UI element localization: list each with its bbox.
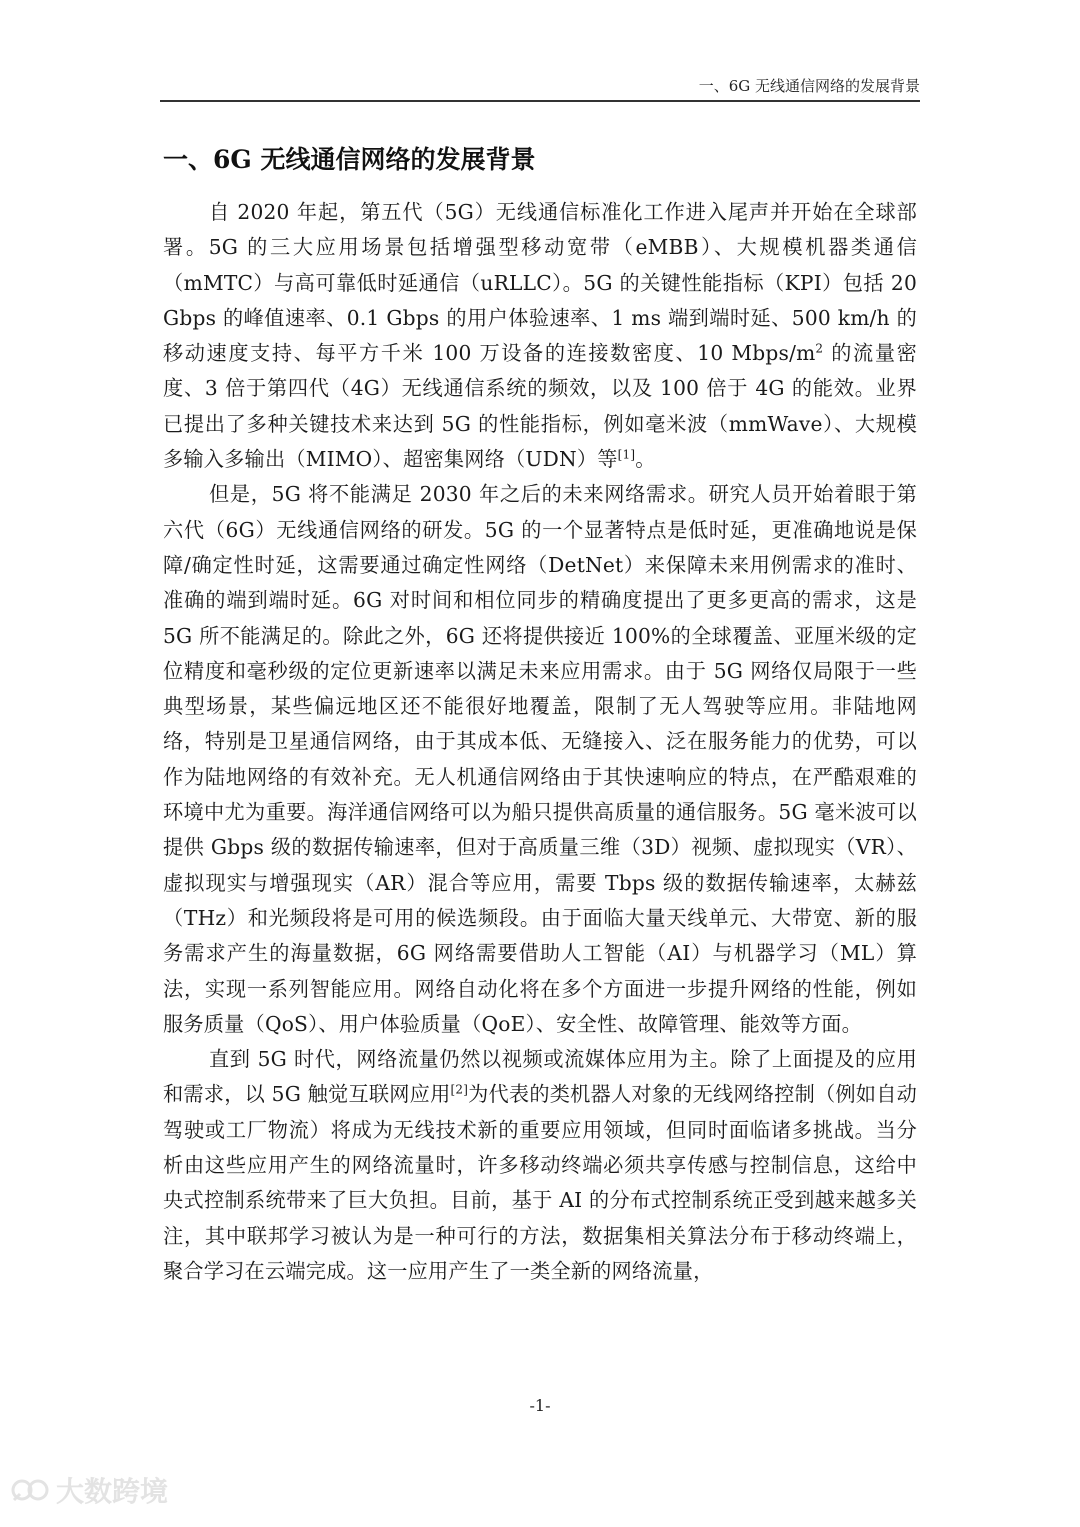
citation-ref-2: [2]: [450, 1082, 469, 1097]
paragraph-text: 的流量密度、3 倍于第四代（4G）无线通信系统的频效，以及 100 倍于 4G 的能效。业界已提出了多种关键技术来达到 5G 的性能指标，例如毫米波（mmWave）、大规模多输入多输出（MIMO）、超密集网络（UDN）等: [163, 341, 918, 472]
chapter-title: 一、6G 无线通信网络的发展背景: [163, 145, 536, 174]
paragraph-text: 但是，5G 将不能满足 2030 年之后的未来网络需求。研究人员开始着眼于第六代（6G）无线通信网络的研发。5G 的一个显著特点是低时延，更准确地说是保障/确定性时延，这需要通过确定性网络（DetNet）来保障未来用例需求的准时、准确的端到端时延。6G 对时间和相位同步的精确度提出了更多更高的需求，这是 5G 所不能满足的。除此之外，6G 还将提供接近 100%的全球覆盖、亚厘米级的定位精度和毫秒级的定位更新速率以满足未来应用需求。由于 5G 网络仅局限于一些典型场景，某些偏远地区还不能很好地覆盖，限制了无人驾驶等应用。非陆地网络，特别是卫星通信网络，由于其成本低、无缝接入、泛在服务能力的优势，可以作为陆地网络的有效补充。无人机通信网络由于其快速响应的特点，在严酷艰难的环境中尤为重要。海洋通信网络可以为船只提供高质量的通信服务。5G 毫米波可以提供 Gbps 级的数据传输速率，但对于高质量三维（3D）视频、虚拟现实（VR）、虚拟现实与增强现实（AR）混合等应用，需要 Tbps 级的数据传输速率，太赫兹（THz）和光频段将是可用的候选频段。由于面临大量天线单元、大带宽、新的服务需求产生的海量数据，6G 网络需要借助人工智能（AI）与机器学习（ML）算法，实现一系列智能应用。网络自动化将在多个方面进一步提升网络的性能，例如服务质量（QoS）、用户体验质量（QoE）、安全性、故障管理、能效等方面。: [163, 482, 917, 1036]
body-text: [163, 195, 917, 1289]
watermark: [10, 1470, 168, 1510]
watermark-text: 大数跨境: [56, 1475, 169, 1508]
paragraph-2: [163, 477, 917, 1042]
paragraph-3: [163, 1042, 917, 1289]
paragraph-text: 直到 5G 时代，网络流量仍然以视频或流媒体应用为主。除了上面提及的应用和需求，以 5G 触觉互联网应用: [163, 1047, 917, 1107]
running-header: 一、6G 无线通信网络的发展背景: [698, 77, 920, 95]
superscript-exponent: 2: [815, 341, 824, 356]
citation-ref-1: [1]: [617, 447, 636, 462]
paragraph-1: [163, 195, 917, 477]
paragraph-text: 。: [635, 447, 656, 472]
logo-glyph-icon: [10, 1476, 50, 1504]
header-divider: [160, 100, 920, 102]
page-number: -1-: [529, 1396, 551, 1415]
paragraph-text: 自 2020 年起，第五代（5G）无线通信标准化工作进入尾声并开始在全球部署。5G 的三大应用场景包括增强型移动宽带（eMBB）、大规模机器类通信（mMTC）与高可靠低时延通信（uRLLC）。5G 的关键性能指标（KPI）包括 20 Gbps 的峰值速率、0.1 Gbps 的用户体验速率、1 ms 端到端时延、500 km/h 的移动速度支持、每平方千米 100 万设备的连接数密度、10 Mbps/m: [163, 200, 917, 366]
paragraph-text: 为代表的类机器人对象的无线网络控制（例如自动驾驶或工厂物流）将成为无线技术新的重要应用领域，但同时面临诸多挑战。当分析由这些应用产生的网络流量时，许多移动终端必须共享传感与控制信息，这给中央式控制系统带来了巨大负担。目前，基于 AI 的分布式控制系统正受到越来越多关注，其中联邦学习被认为是一种可行的方法，数据集相关算法分布于移动终端上，聚合学习在云端完成。这一应用产生了一类全新的网络流量，: [163, 1082, 918, 1283]
